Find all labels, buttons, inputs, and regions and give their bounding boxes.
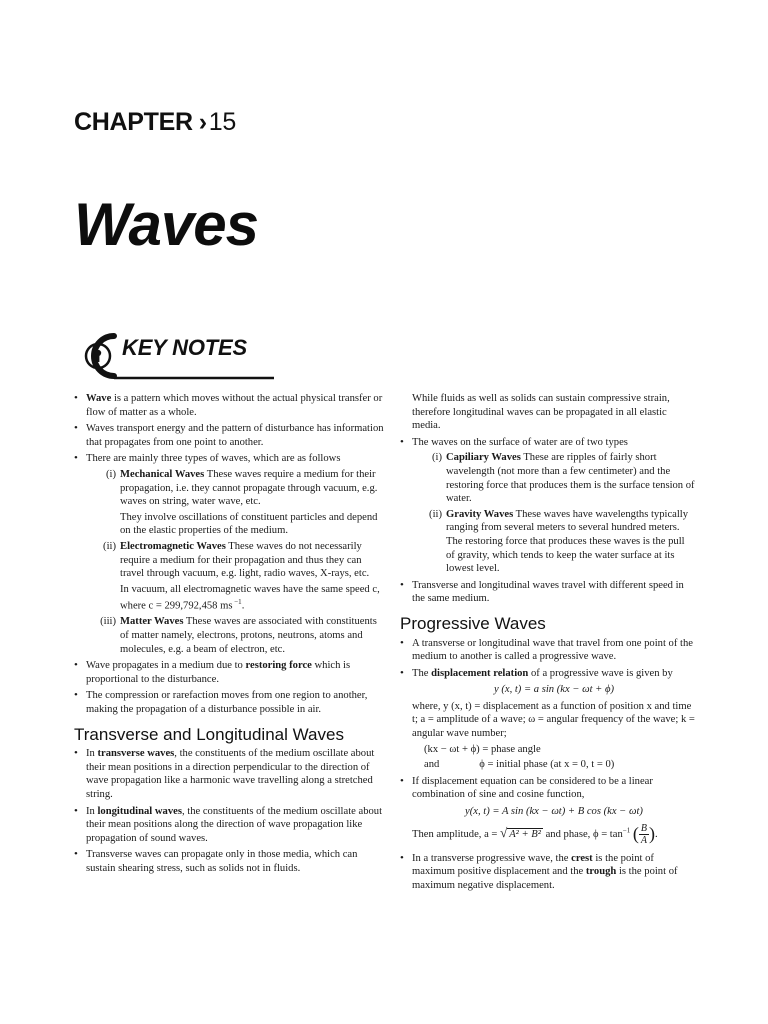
section-heading-progressive-waves: Progressive Waves (400, 613, 546, 633)
sub-item-gravity: (ii) Gravity Waves These waves have wavelengths typically ranging from several meters to several hundred meters. The restoring force that produces these waves is the pull of gravity, which tends to keep the water surface at its lowest level. (429, 508, 689, 575)
key-notes-banner (74, 328, 314, 384)
page-title: Waves (74, 191, 259, 258)
list-item: • Waves transport energy and the pattern of disturbance has information that propagates from one point to another. (74, 422, 384, 449)
phase-angle: (kx − ωt + ϕ) = phase angle (424, 743, 541, 755)
list-item: • Transverse and longitudinal waves travel with different speed in the same medium. (400, 579, 696, 606)
list-item: • Transverse waves can propagate only in those media, which can sustain shearing stress, such as solids not in fluids. (74, 848, 384, 875)
initial-phase: and ϕ = initial phase (at x = 0, t = 0) (424, 759, 615, 771)
list-item: • In transverse waves, the constituents of the medium oscillate about their mean positions in a direction perpendicular to the direction of wave propagation like a harmonic wave travelling along a stretched string. (74, 747, 384, 801)
amplitude-phase: Then amplitude, a = √ A² + B² and phase, $\phi = \tan^{-1}$ ( $\frac{B}{A}$ ). (412, 822, 658, 846)
chevron-icon: › (198, 108, 207, 136)
list-item: • In longitudinal waves, the constituents of the medium oscillate about their mean positions along the direction of wave propagation like propagation of sound waves. (74, 805, 384, 846)
sub-item-capillary: (i) Capiliary Waves These are ripples of fairly short wavelength (not more than a few centimeter) and the restoring force that produces them is the surface tension of water. (432, 452, 695, 505)
section-heading-transverse-longitudinal: Transverse and Longitudinal Waves (74, 724, 344, 744)
sub-item-electromagnetic: (ii) Electromagnetic Waves These waves do not necessarily require a medium for their propagation and thus they can travel through vacuum, e.g. light, radio waves, X-rays, etc. (103, 540, 370, 580)
key-notes-label: KEY NOTES (122, 335, 247, 360)
list-item: • Wave is a pattern which moves without the actual physical transfer or flow of matter as a whole. (74, 392, 384, 419)
list-item: • The compression or rarefaction moves from one region to another, making the propagation of a disturbance possible in air. (74, 689, 384, 716)
paragraph: While fluids as well as solids can sustain compressive strain, therefore longitudinal waves can be propagated in all elastic media. (412, 393, 670, 432)
right-column (400, 392, 696, 895)
equation-explanation: where, y (x, t) = displacement as a function of position x and time t; a = amplitude of a wave; ω = angular frequency of the wave; k = angular wave number; (412, 700, 695, 740)
sub-item-mechanical: (i) Mechanical Waves These waves require a medium for their propagation, i.e. they cannot propagate through vacuum, e.g. waves on string, water wave, etc. (106, 468, 378, 508)
list-item: • If displacement equation can be considered to be a linear combination of sine and cosine function, y(x, t) = A sin (kx − ωt) + B cos (kx − ωt) Then amplitude, a = √ A² + B² and phase, $\phi = \tan^{-1}$ ( $\frac{B}{A}$ ). (400, 775, 696, 846)
chapter-label (74, 108, 236, 137)
list-item: • The displacement relation of a progressive wave is given by y (x, t) = a sin (kx − ωt + ϕ) where, y (x, t) = displacement as a function of position x and time t; a = amplitude of a wave; ω = angular frequency of the wave; k = angular wave number; (kx − ωt + ϕ) = phase angle and ϕ = initial phase (at x = 0, t = 0) (400, 667, 696, 772)
equation-displacement: y (x, t) = a sin (kx − ωt + ϕ) (493, 684, 614, 696)
list-item: • Wave propagates in a medium due to restoring force which is proportional to the disturbance. (74, 659, 384, 686)
left-column (74, 392, 384, 879)
fraction: $\frac{B}{A}$ (640, 822, 647, 846)
chapter-word: CHAPTER (74, 108, 193, 136)
sub-item-matter: (iii) Matter Waves These waves are associated with constituents of matter namely, electrons, protons, neutrons, atoms and molecules, e.g. a beam of electron, etc. (100, 616, 377, 655)
chapter-number: 15 (208, 108, 236, 136)
list-item: • The waves on the surface of water are of two types (i) Capiliary Waves These are ripples of fairly short wavelength (not more than a few centimeter) and the restoring force that produces them is the surface tension of water. (ii) Gravity Waves These waves have wavelengths typically ranging from several meters to several hundred meters. The restoring force that produces these waves is the pull of gravity, which tends to keep the water surface at its lowest level. (400, 436, 696, 576)
sub-paragraph: They involve oscillations of constituent particles and depend on the elastic properties of the medium. (120, 511, 378, 537)
sub-paragraph: In vacuum, all electromagnetic waves have the same speed c, where c = 299,792,458 ms $^{-1}$. (120, 583, 380, 612)
list-item: • A transverse or longitudinal wave that travel from one point of the medium to another is called a progressive wave. (400, 637, 696, 664)
equation-linear-combination: y(x, t) = A sin (kx − ωt) + B cos (kx − ωt) (465, 806, 643, 818)
list-item: • There are mainly three types of waves, which are as follows (i) Mechanical Waves These waves require a medium for their propagation, i.e. they cannot propagate through vacuum, e.g. waves on string, water wave, etc. They involve oscillations of constituent particles and depend on the elastic properties of the medium. (ii) Electromagnetic Waves These waves do not necessarily require a medium for their propagation and thus they can travel through vacuum, e.g. light, radio waves, X-rays, etc. In vacuum, all electromagnetic waves have the same speed c, where c = 299,792,458 ms $^{-1}$. (iii) Matter Waves These waves are associated with constituents of matter namely, electrons, protons, neutrons, atoms and molecules, e.g. a beam of electron, etc. (74, 452, 384, 656)
list-item: • In a transverse progressive wave, the crest is the point of maximum positive displacement and the trough is the point of maximum negative displacement. (400, 852, 696, 893)
